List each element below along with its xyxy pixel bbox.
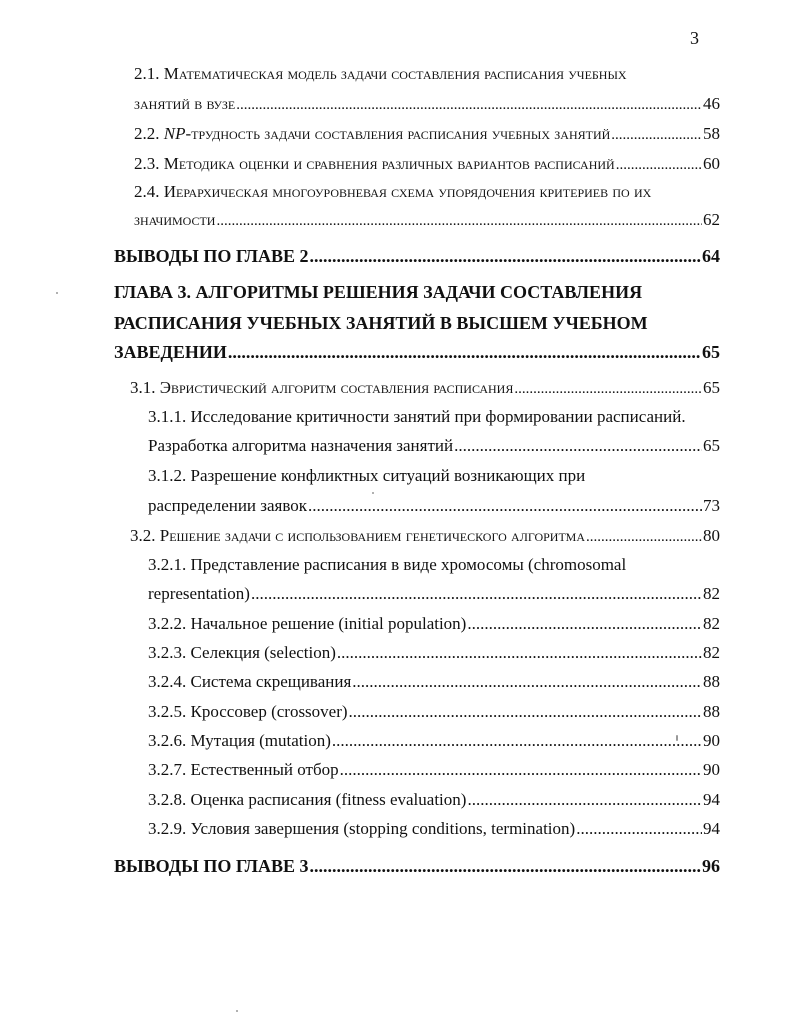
- toc-leader-dots: [576, 817, 702, 841]
- toc-entry-title: 3.2. Решение задачи с использованием генетического алгоритма: [130, 526, 585, 545]
- toc-leader-dots: [616, 153, 702, 177]
- toc-entry-3-2-3: [148, 641, 720, 665]
- toc-entry-title: representation): [148, 584, 250, 603]
- page-number: 3: [690, 28, 699, 48]
- toc-entry-2-2: [134, 122, 720, 146]
- toc-page-ref: 88: [703, 702, 720, 721]
- toc-page-ref: 94: [703, 819, 720, 838]
- toc-leader-dots: [352, 670, 702, 694]
- toc-entry-number: 2.2.: [134, 124, 164, 143]
- toc-entry-title: распределении заявок: [148, 496, 308, 515]
- toc-leader-dots: [228, 340, 701, 364]
- toc-entry-title: занятий в вузе: [134, 94, 236, 113]
- toc-leader-dots: [236, 93, 702, 117]
- toc-entry-italic: NP: [163, 124, 186, 143]
- toc-entry-3-2-5: [148, 700, 720, 724]
- toc-conclusions-chapter-3: [114, 854, 720, 878]
- toc-entry-3-2-2: [148, 612, 720, 636]
- toc-leader-dots: [251, 582, 702, 606]
- toc-entry-2-3: [134, 152, 720, 176]
- toc-entry-3-2: [130, 524, 720, 548]
- toc-entry-3-1-2: [148, 494, 720, 518]
- toc-entry-title: ВЫВОДЫ ПО ГЛАВЕ 2: [114, 246, 309, 266]
- toc-leader-dots: [454, 434, 702, 458]
- toc-page-ref: 88: [703, 672, 720, 691]
- toc-leader-dots: [349, 700, 702, 724]
- toc-entry-3-2-9: [148, 817, 720, 841]
- toc-leader-dots: [586, 525, 702, 549]
- toc-leader-dots: [216, 209, 702, 233]
- scan-speck: [676, 735, 678, 741]
- toc-entry-2-4-line1: 2.4. Иерархическая многоуровневая схема упорядочения критериев по их: [134, 182, 652, 201]
- toc-entry-2-4: [134, 208, 720, 232]
- toc-entry-title: 2.3. Методика оценки и сравнения различных вариантов расписаний: [134, 154, 615, 173]
- toc-entry-title: ВЫВОДЫ ПО ГЛАВЕ 3: [114, 856, 309, 876]
- toc-page-ref: 64: [702, 246, 720, 266]
- toc-entry-3-2-8: [148, 788, 720, 812]
- toc-entry-title: [134, 122, 610, 146]
- toc-page-ref: 94: [703, 790, 720, 809]
- toc-entry-title: Разработка алгоритма назначения занятий: [148, 436, 454, 455]
- toc-leader-dots: [310, 244, 701, 268]
- toc-entry-3-2-4: [148, 670, 720, 694]
- toc-entry-3-1: [130, 376, 720, 400]
- toc-page-ref: 65: [702, 342, 720, 362]
- toc-leader-dots: [332, 729, 702, 753]
- toc-page-ref: 73: [703, 496, 720, 515]
- toc-entry-3-2-1: [148, 582, 720, 606]
- toc-leader-dots: [340, 758, 702, 782]
- toc-page-ref: 65: [703, 378, 720, 397]
- toc-page-ref: 82: [703, 584, 720, 603]
- toc-chapter-3-line2: РАСПИСАНИЯ УЧЕБНЫХ ЗАНЯТИЙ В ВЫСШЕМ УЧЕБНОМ: [114, 313, 648, 333]
- toc-page-ref: 82: [703, 643, 720, 662]
- toc-entry-rest: -трудность задачи составления расписания учебных занятий: [185, 124, 611, 143]
- toc-entry-title: 3.2.4. Система скрещивания: [148, 672, 352, 691]
- toc-page-ref: 96: [702, 856, 720, 876]
- toc-entry-title: 3.2.2. Начальное решение (initial population): [148, 614, 467, 633]
- toc-page-ref: 90: [703, 731, 720, 750]
- scan-speck: [236, 1010, 238, 1012]
- toc-entry-title: 3.2.5. Кроссовер (crossover): [148, 702, 348, 721]
- toc-chapter-3-line1: ГЛАВА 3. АЛГОРИТМЫ РЕШЕНИЯ ЗАДАЧИ СОСТАВЛЕНИЯ: [114, 282, 643, 302]
- toc-leader-dots: [467, 788, 702, 812]
- toc-entry-3-2-7: [148, 758, 720, 782]
- toc-entry-title: 3.2.6. Мутация (mutation): [148, 731, 331, 750]
- toc-entry-3-2-1-line1: 3.2.1. Представление расписания в виде хромосомы (chromosomal: [148, 555, 627, 574]
- toc-entry-title: 3.2.8. Оценка расписания (fitness evaluation): [148, 790, 467, 809]
- toc-page-ref: 80: [703, 526, 720, 545]
- toc-entry-2-1-line1: 2.1. Математическая модель задачи составления расписания учебных: [134, 64, 627, 83]
- toc-leader-dots: [467, 612, 702, 636]
- toc-entry-3-1-2-line1: 3.1.2. Разрешение конфликтных ситуаций возникающих при: [148, 466, 586, 485]
- toc-entry-3-1-1-line1: 3.1.1. Исследование критичности занятий при формировании расписаний.: [148, 407, 686, 426]
- toc-page-ref: 60: [703, 154, 720, 173]
- toc-entry-title: 3.1. Эвристический алгоритм составления расписания: [130, 378, 514, 397]
- scan-speck: [372, 492, 374, 494]
- toc-entry-title: значимости: [134, 210, 216, 229]
- toc-page-ref: 62: [703, 210, 720, 229]
- toc-entry-2-1: [134, 92, 720, 116]
- toc-entry-title: ЗАВЕДЕНИИ: [114, 342, 227, 362]
- toc-leader-dots: [611, 123, 702, 147]
- toc-entry-3-1-1: [148, 434, 720, 458]
- toc-leader-dots: [310, 854, 701, 878]
- toc-conclusions-chapter-2: [114, 244, 720, 268]
- toc-entry-title: 3.2.7. Естественный отбор: [148, 760, 339, 779]
- toc-chapter-3: [114, 340, 720, 364]
- toc-entry-title: 3.2.9. Условия завершения (stopping conditions, termination): [148, 819, 576, 838]
- toc-page-ref: 65: [703, 436, 720, 455]
- toc-page-ref: 82: [703, 614, 720, 633]
- toc-page-ref: 46: [703, 94, 720, 113]
- toc-page-ref: 58: [703, 124, 720, 143]
- toc-leader-dots: [337, 641, 702, 665]
- toc-entry-title: 3.2.3. Селекция (selection): [148, 643, 336, 662]
- toc-leader-dots: [514, 377, 702, 401]
- scan-speck: [56, 292, 58, 294]
- toc-entry-3-2-6: [148, 729, 720, 753]
- toc-page-ref: 90: [703, 760, 720, 779]
- toc-leader-dots: [308, 494, 702, 518]
